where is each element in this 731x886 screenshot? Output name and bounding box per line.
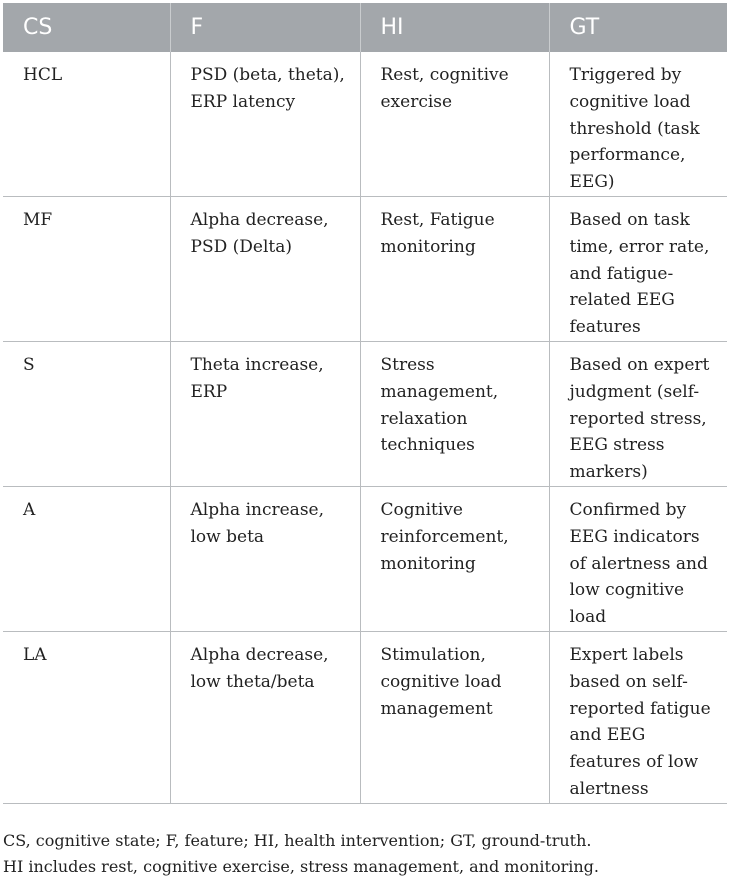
cell-cs: LA [3, 631, 170, 803]
cell-f: Alpha decrease, low theta/beta [170, 631, 360, 803]
table-row [3, 631, 727, 803]
header-cs: CS [3, 3, 170, 52]
table-row [3, 486, 727, 631]
cell-f: PSD (beta, theta), ERP latency [170, 52, 360, 196]
footnote-hi-note: HI includes rest, cognitive exercise, stress management, and monitoring. [3, 857, 599, 876]
cell-gt: Expert labels based on self-reported fatigue and EEG features of low alertness [549, 631, 727, 803]
cell-f: Alpha increase, low beta [170, 486, 360, 631]
table-body [3, 52, 727, 803]
header-gt: GT [549, 3, 727, 52]
table-row [3, 52, 727, 196]
cell-hi: Cognitive reinforcement, monitoring [360, 486, 549, 631]
cell-cs: MF [3, 196, 170, 341]
cell-cs: A [3, 486, 170, 631]
header-row [3, 3, 727, 52]
footnote-abbreviations: CS, cognitive state; F, feature; HI, health intervention; GT, ground-truth. [3, 831, 592, 850]
cell-hi: Rest, cognitive exercise [360, 52, 549, 196]
cell-hi: Stress management, relaxation techniques [360, 341, 549, 486]
data-table-container [3, 3, 727, 804]
table-row [3, 341, 727, 486]
table-footnotes [3, 828, 727, 880]
cell-gt: Confirmed by EEG indicators of alertness and low cognitive load [549, 486, 727, 631]
cell-f: Theta increase, ERP [170, 341, 360, 486]
cell-gt: Based on task time, error rate, and fatigue-related EEG features [549, 196, 727, 341]
cell-gt: Based on expert judgment (self-reported stress, EEG stress markers) [549, 341, 727, 486]
table-row [3, 196, 727, 341]
cell-f: Alpha decrease, PSD (Delta) [170, 196, 360, 341]
cognitive-state-table [3, 3, 727, 804]
header-f: F [170, 3, 360, 52]
cell-cs: S [3, 341, 170, 486]
header-hi: HI [360, 3, 549, 52]
cell-gt: Triggered by cognitive load threshold (task performance, EEG) [549, 52, 727, 196]
table-header [3, 3, 727, 52]
cell-cs: HCL [3, 52, 170, 196]
cell-hi: Stimulation, cognitive load management [360, 631, 549, 803]
cell-hi: Rest, Fatigue monitoring [360, 196, 549, 341]
